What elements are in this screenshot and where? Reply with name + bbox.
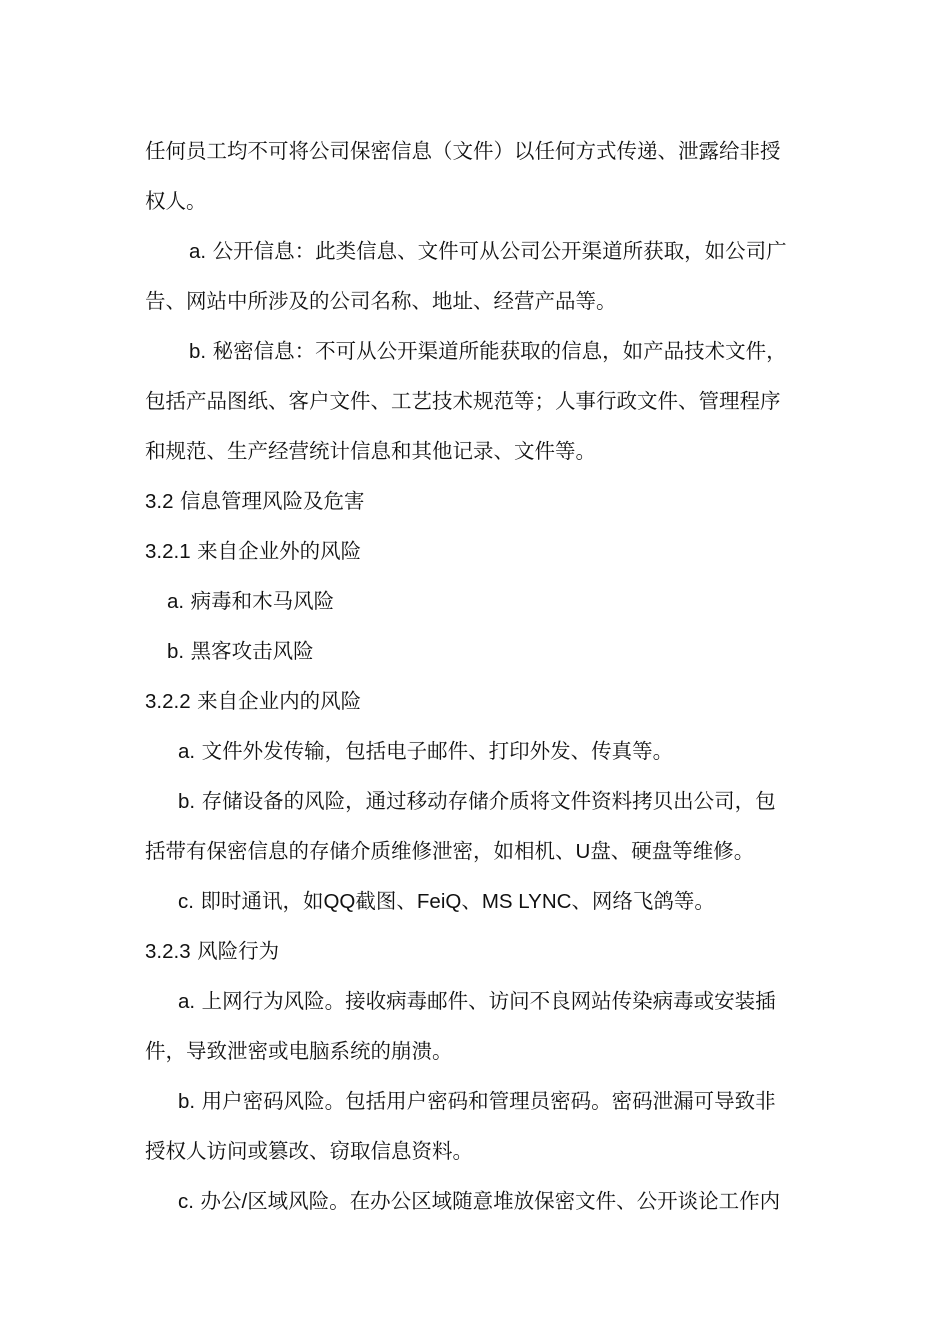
text: 秘密信息：不可从公开渠道所能获取的信息，如产品技术文件， xyxy=(212,339,787,363)
text: 存储设备的风险，通过移动存储介质将文件资料拷贝出公司，包 xyxy=(201,789,776,813)
text: 包括产品图纸、客户文件、工艺技术规范等；人事行政文件、管理程序 xyxy=(145,389,781,413)
text: 截图、 xyxy=(355,889,417,913)
text: 区域风险。在办公区域随意堆放保密文件、公开谈论工作内 xyxy=(247,1189,781,1213)
text: 、网络飞鸽等。 xyxy=(571,889,715,913)
section-heading-3-2-3 xyxy=(145,937,279,966)
section-number: 3.2.3 xyxy=(145,940,191,963)
text: 即时通讯，如 xyxy=(200,889,324,913)
list-item xyxy=(178,987,776,1016)
latin-term: U xyxy=(575,840,591,863)
latin-term: / xyxy=(241,1190,248,1213)
text: 办公 xyxy=(200,1189,242,1213)
list-marker: a. xyxy=(178,740,196,763)
text: 盘、硬盘等维修。 xyxy=(590,839,755,863)
text: 任何员工均不可将公司保密信息（文件）以任何方式传递、泄露给非授 xyxy=(145,139,781,163)
list-item xyxy=(167,637,314,666)
list-marker: c. xyxy=(178,1190,194,1213)
list-marker: c. xyxy=(178,890,194,913)
list-item xyxy=(178,887,715,916)
list-item xyxy=(178,1187,780,1216)
section-title: 来自企业外的风险 xyxy=(197,539,362,563)
paragraph-line xyxy=(145,137,781,165)
list-item xyxy=(178,1087,776,1116)
text: 文件外发传输，包括电子邮件、打印外发、传真等。 xyxy=(201,739,674,763)
section-heading-3-2 xyxy=(145,487,365,516)
text: 授权人访问或篡改、窃取信息资料。 xyxy=(145,1139,473,1163)
secret-info-line xyxy=(145,437,596,465)
list-marker: a. xyxy=(189,240,207,263)
text: 用户密码风险。包括用户密码和管理员密码。密码泄漏可导致非 xyxy=(201,1089,776,1113)
secret-info-line xyxy=(145,387,781,415)
latin-term: MS LYNC xyxy=(481,890,572,913)
section-title: 来自企业内的风险 xyxy=(197,689,362,713)
list-marker: b. xyxy=(167,640,185,663)
section-number: 3.2.2 xyxy=(145,690,191,713)
list-marker: b. xyxy=(178,790,196,813)
section-title: 信息管理风险及危害 xyxy=(180,489,365,513)
list-marker: a. xyxy=(167,590,185,613)
list-item-continued xyxy=(145,837,754,866)
paragraph-line xyxy=(145,187,207,215)
list-item-continued xyxy=(145,1137,473,1165)
text: 黑客攻击风险 xyxy=(190,639,314,663)
text: 公开信息：此类信息、文件可从公司公开渠道所获取，如公司广 xyxy=(212,239,787,263)
section-number: 3.2.1 xyxy=(145,540,191,563)
text: 件，导致泄密或电脑系统的崩溃。 xyxy=(145,1039,453,1063)
section-heading-3-2-1 xyxy=(145,537,361,566)
text: 权人。 xyxy=(145,189,207,213)
text: 和规范、生产经营统计信息和其他记录、文件等。 xyxy=(145,439,596,463)
text: 告、网站中所涉及的公司名称、地址、经营产品等。 xyxy=(145,289,617,313)
section-number: 3.2 xyxy=(145,490,174,513)
latin-term: FeiQ xyxy=(416,890,462,913)
list-marker: b. xyxy=(178,1090,196,1113)
section-heading-3-2-2 xyxy=(145,687,361,716)
secret-info-line xyxy=(189,337,787,366)
list-item xyxy=(178,787,776,816)
public-info-line xyxy=(189,237,787,266)
latin-term: QQ xyxy=(323,890,356,913)
list-marker: a. xyxy=(178,990,196,1013)
list-item xyxy=(167,587,334,616)
public-info-line xyxy=(145,287,617,315)
list-item-continued xyxy=(145,1037,453,1065)
text: 病毒和木马风险 xyxy=(190,589,335,613)
section-title: 风险行为 xyxy=(197,939,280,963)
text: 、 xyxy=(461,889,482,913)
list-item xyxy=(178,737,673,766)
list-marker: b. xyxy=(189,340,207,363)
text: 上网行为风险。接收病毒邮件、访问不良网站传染病毒或安装插 xyxy=(201,989,776,1013)
text: 括带有保密信息的存储介质维修泄密，如相机、 xyxy=(145,839,576,863)
